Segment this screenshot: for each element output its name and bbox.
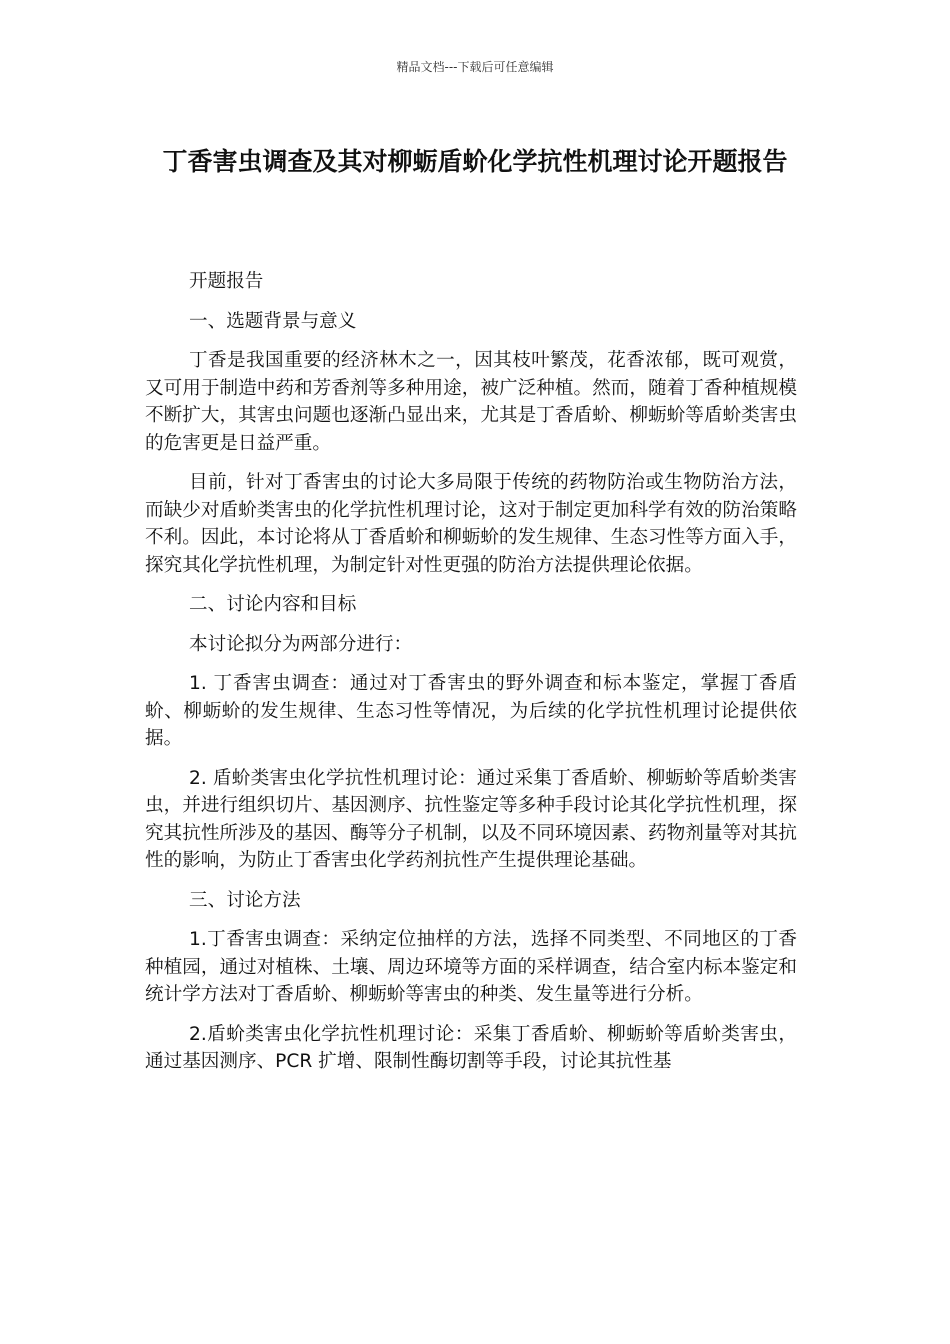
- section-heading-methods: 三、讨论方法: [189, 889, 301, 911]
- section-heading-background: 一、选题背景与意义: [189, 310, 357, 332]
- paragraph-content-intro: 本讨论拟分为两部分进行：: [189, 633, 413, 655]
- paragraph-background-1: 丁香是我国重要的经济林木之一，因其枝叶繁茂，花香浓郁，既可观赏，又可用于制造中药和芳香剂等多种用途，被广泛种植。然而，随着丁香种植规模不断扩大，其害虫问题也逐渐凸显出来，尤其是丁香盾蚧、柳蛎蚧等盾蚧类害虫的危害更是日益严重。: [145, 350, 797, 454]
- paragraph-method-1: 1.丁香害虫调查：采纳定位抽样的方法，选择不同类型、不同地区的丁香种植园，通过对植株、土壤、周边环境等方面的采样调查，结合室内标本鉴定和统计学方法对丁香盾蚧、柳蛎蚧等害虫的种类、发生量等进行分析。: [145, 929, 797, 1005]
- page-header-note: 精品文档---下载后可任意编辑: [396, 60, 554, 74]
- paragraph-background-2: 目前，针对丁香害虫的讨论大多局限于传统的药物防治或生物防治方法，而缺少对盾蚧类害虫的化学抗性机理讨论，这对于制定更加科学有效的防治策略不利。因此，本讨论将从丁香盾蚧和柳蛎蚧的发生规律、生态习性等方面入手，探究其化学抗性机理，为制定针对性更强的防治方法提供理论依据。: [145, 472, 797, 576]
- document-body: [145, 268, 797, 1088]
- paragraph-method-2: 2.盾蚧类害虫化学抗性机理讨论：采集丁香盾蚧、柳蛎蚧等盾蚧类害虫，通过基因测序、PCR 扩增、限制性酶切割等手段，讨论其抗性基: [145, 1023, 797, 1072]
- section-heading-proposal: 开题报告: [189, 271, 264, 292]
- paragraph-content-item-1: 1. 丁香害虫调查：通过对丁香害虫的野外调查和标本鉴定，掌握丁香盾蚧、柳蛎蚧的发生规律、生态习性等情况，为后续的化学抗性机理讨论提供依据。: [145, 673, 797, 749]
- document-title: 丁香害虫调查及其对柳蛎盾蚧化学抗性机理讨论开题报告: [162, 147, 788, 176]
- paragraph-content-item-2: 2. 盾蚧类害虫化学抗性机理讨论：通过采集丁香盾蚧、柳蛎蚧等盾蚧类害虫，并进行组织切片、基因测序、抗性鉴定等多种手段讨论其化学抗性机理，探究其抗性所涉及的基因、酶等分子机制，以及不同环境因素、药物剂量等对其抗性的影响，为防止丁香害虫化学药剂抗性产生提供理论基础。: [145, 767, 797, 871]
- section-heading-content-goals: 二、讨论内容和目标: [189, 594, 357, 615]
